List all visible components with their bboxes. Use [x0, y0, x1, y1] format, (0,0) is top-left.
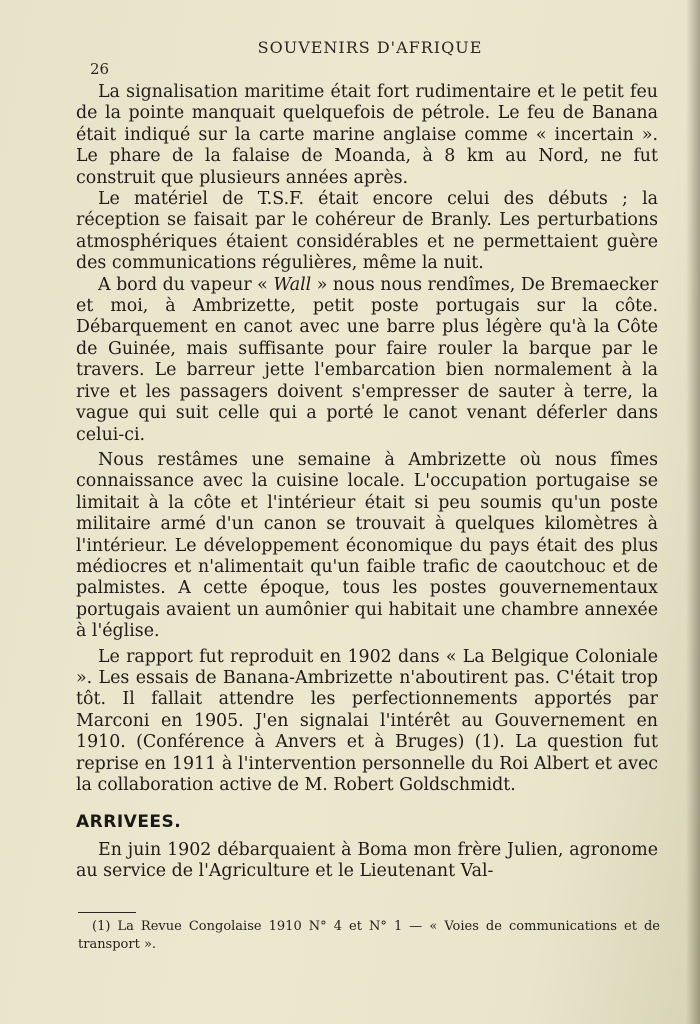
ship-name: Wall	[273, 274, 312, 295]
footnote	[78, 918, 660, 954]
footnote-text: (1) La Revue Congolaise 1910 N° 4 et N° 1 — « Voies de communications et de transport ».	[78, 919, 660, 952]
paragraph-3-rest: » nous nous rendîmes, De Bremaecker et moi, à Ambrizette, petit poste portugais sur la côte. Débarquement en canot avec une barre plus légère qu'à la Côte de Guinée, mais suffisante pour faire rouler la barque par le travers. Le barreur jette l'embarcation bien normalement à la rive et les passagers doivent s'empresser de sauter à terre, la vague qui suit celle qui a porté le canot venant déferler dans celui-ci.	[76, 274, 659, 445]
paragraph-1: La signalisation maritime était fort rudimentaire et le petit feu de la pointe manquait quelquefois de pétrole. Le feu de Banana était indiqué sur la carte marine anglaise comme « incertain ». Le phare de la falaise de Moanda, à 8 km au Nord, ne fut construit que plusieurs années après.	[76, 82, 658, 188]
body-text	[76, 82, 658, 883]
paragraph-2: Le matériel de T.S.F. était encore celui des débuts ; la réception se faisait par le cohéreur de Branly. Les perturbations atmosphériques étaient considérables et ne permettaient guère des communications régulières, même la nuit.	[76, 189, 658, 274]
paragraph-3	[76, 275, 658, 446]
page-number: 26	[90, 60, 110, 78]
footnote-rule	[78, 912, 136, 913]
paragraph-5: Le rapport fut reproduit en 1902 dans « La Belgique Coloniale ». Les essais de Banana-Ambrizette n'aboutirent pas. C'était trop tôt. Il fallait attendre les perfectionnements apportés par Marconi en 1905. J'en signalai l'intérêt au Gouvernement en 1910. (Conférence à Anvers et à Bruges) (1). La question fut reprise en 1911 à l'intervention personnelle du Roi Albert et avec la collaboration active de M. Robert Goldschmidt.	[76, 646, 658, 795]
page-edge-shadow	[686, 0, 700, 1024]
section-heading: ARRIVEES.	[76, 812, 182, 833]
paragraph-4: Nous restâmes une semaine à Ambrizette où nous fîmes connaissance avec la cuisine locale. L'occupation portugaise se limitait à la côte et l'intérieur était si peu soumis qu'un poste militaire armé d'un canon se trouvait à quelques kilomètres à l'intérieur. Le développement économique du pays était des plus médiocres et n'alimentait qu'un faible trafic de caoutchouc et de palmistes. A cette époque, tous les postes gouvernementaux portugais avaient un aumônier qui habitait une chambre annexée à l'église.	[76, 449, 658, 642]
paragraph-6: En juin 1902 débarquaient à Boma mon frère Julien, agronome au service de l'Agriculture et le Lieutenant Val-	[76, 839, 658, 882]
paragraph-3-start: A bord du vapeur «	[98, 274, 274, 295]
running-title: SOUVENIRS D'AFRIQUE	[257, 38, 483, 57]
